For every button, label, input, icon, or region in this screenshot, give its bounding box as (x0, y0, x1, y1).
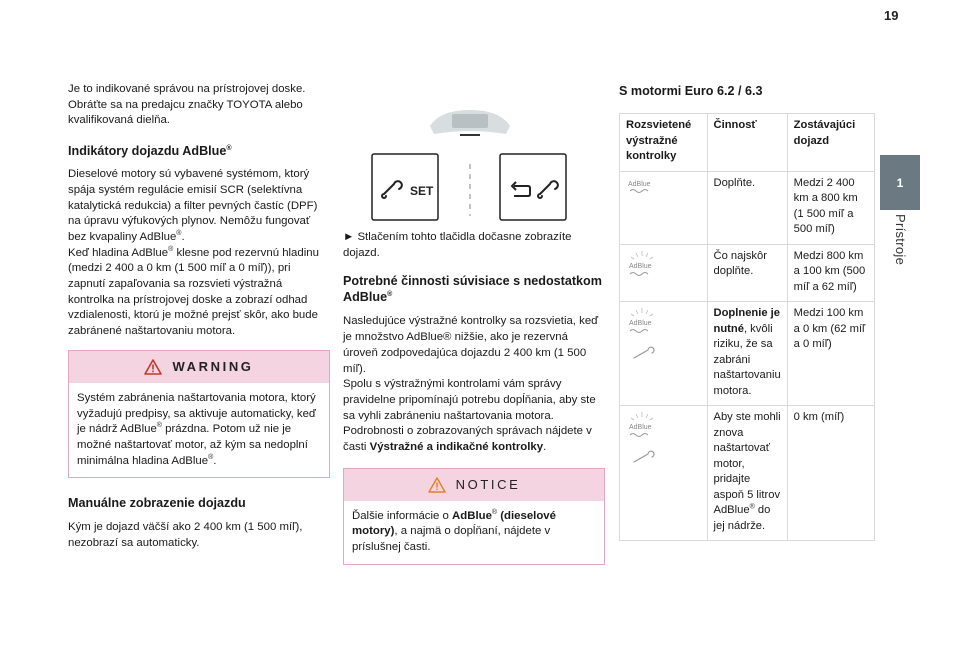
column-left (68, 82, 330, 552)
set-label: SET (410, 184, 434, 198)
instrument-buttons-illustration (370, 104, 570, 224)
heading-manual-display: Manuálne zobrazenie dojazdu (68, 496, 246, 511)
adblue-icon (626, 176, 666, 196)
svg-text:AdBlue: AdBlue (629, 424, 652, 431)
svg-text:AdBlue: AdBlue (629, 320, 652, 327)
paragraph-manual: Kým je dojazd väčší ako 2 400 km (1 500 míľ), nezobrazí sa automaticky. (68, 521, 303, 550)
table-header-row (620, 114, 875, 172)
notice-box (343, 468, 605, 565)
notice-header (344, 469, 604, 501)
row2-action: Čo najskôr doplňte. (707, 244, 787, 302)
adblue-service-icon (626, 306, 666, 364)
svg-text:AdBlue: AdBlue (629, 262, 652, 270)
table-row (620, 171, 875, 244)
adblue-blinking-icon (626, 249, 666, 283)
row2-range: Medzi 800 km a 100 km (500 míľ a 62 míľ) (787, 244, 874, 302)
notice-triangle-icon (428, 477, 446, 493)
paragraph-messages: Spolu s výstražnými kontrolami vám správy pravidelne pripomínajú potrebu dopĺňania, aby ste sa vyhli zabráneniu naštartovania motora. Podrobnosti o zobrazovaných správach nájdete v časti Výstražné a indikačné kontrolky. (343, 378, 596, 454)
chapter-tab[interactable]: 1 (880, 155, 920, 210)
heading-indicators: Indikátory dojazdu AdBlue® (68, 144, 232, 159)
row3-action: Doplnenie je nutné, kvôli riziku, že sa zabráni naštartovaniu motora. (707, 302, 787, 406)
warning-header (69, 351, 329, 383)
row1-range: Medzi 2 400 km a 800 km (1 500 míľ a 500 míľ) (787, 171, 874, 244)
notice-title: NOTICE (455, 476, 521, 492)
svg-text:AdBlue: AdBlue (628, 180, 651, 188)
row4-range: 0 km (míľ) (787, 406, 874, 541)
warning-box (68, 350, 330, 479)
header-range: Zostávajúci dojazd (787, 114, 874, 172)
row4-action: Aby ste mohli znova naštartovať motor, pridajte aspoň 5 litrov AdBlue® do jej nádrže. (707, 406, 787, 541)
paragraph-lights: Nasledujúce výstražné kontrolky sa rozsvietia, keď je množstvo AdBlue® nižšie, ako je rezervná úroveň zodpovedajúca dojazdu 2 400 km (1 500 míľ). (343, 315, 599, 375)
table-row (620, 406, 875, 541)
page-number: 19 (884, 8, 899, 23)
column-right (619, 83, 879, 541)
row1-action: Doplňte. (707, 171, 787, 244)
table-row (620, 302, 875, 406)
row3-range: Medzi 100 km a 0 km (62 míľ a 0 míľ) (787, 302, 874, 406)
paragraph-reserve: Keď hladina AdBlue® klesne pod rezervnú hladinu (medzi 2 400 a 0 km (1 500 míľ a 0 míľ)), pri zapnutí zapaľovania sa rozsvieti výstražná kontrolka na prístrojovej doske a zobrazí odhad vzdialenosti, ktorú je možné prejsť skôr, ako bude zabránené naštartovaniu motora. (68, 245, 319, 338)
warning-text: Systém zabránenia naštartovania motora, ktorý vyžadujú predpisy, sa aktivuje automaticky, keď je nádrž AdBlue® prázdna. Potom už nie je možné naštartovať motor, až kým sa nedoplní minimálna hladina AdBlue®. (77, 391, 316, 467)
adblue-service-icon (626, 410, 666, 468)
warning-title: WARNING (172, 358, 254, 374)
paragraph-engines: Dieselové motory sú vybavené systémom, ktorý spája systém regulácie emisií SCR (selektívna katalytická redukcia) a filter pevných častíc (DPF) na úpravu výfukových plynov. Nemôžu fungovať bez kvapaliny AdBlue®. (68, 168, 318, 243)
adblue-indicator-table (619, 113, 875, 541)
table-row (620, 244, 875, 302)
heading-actions: Potrebné činnosti súvisiace s nedostatkom AdBlue® (343, 274, 602, 305)
header-lights: Rozsvietené výstražné kontrolky (620, 114, 708, 172)
chapter-label: Prístroje (893, 214, 908, 266)
heading-euro-engines: S motormi Euro 6.2 / 6.3 (619, 84, 763, 98)
intro-paragraph: Je to indikované správou na prístrojovej doske. Obráťte sa na predajcu značky TOYOTA alebo kvalifikovaná dielňa. (68, 83, 306, 127)
column-middle (343, 230, 605, 565)
warning-triangle-icon (144, 359, 162, 375)
dashboard-icon (370, 104, 570, 224)
press-instruction: ► Stlačením tohto tlačidla dočasne zobrazíte dojazd. (343, 231, 572, 259)
header-action: Činnosť (707, 114, 787, 172)
notice-text: Ďalšie informácie o AdBlue® (dieselové motory), a najmä o dopĺňaní, nájdete v príslušnej časti. (352, 508, 556, 554)
